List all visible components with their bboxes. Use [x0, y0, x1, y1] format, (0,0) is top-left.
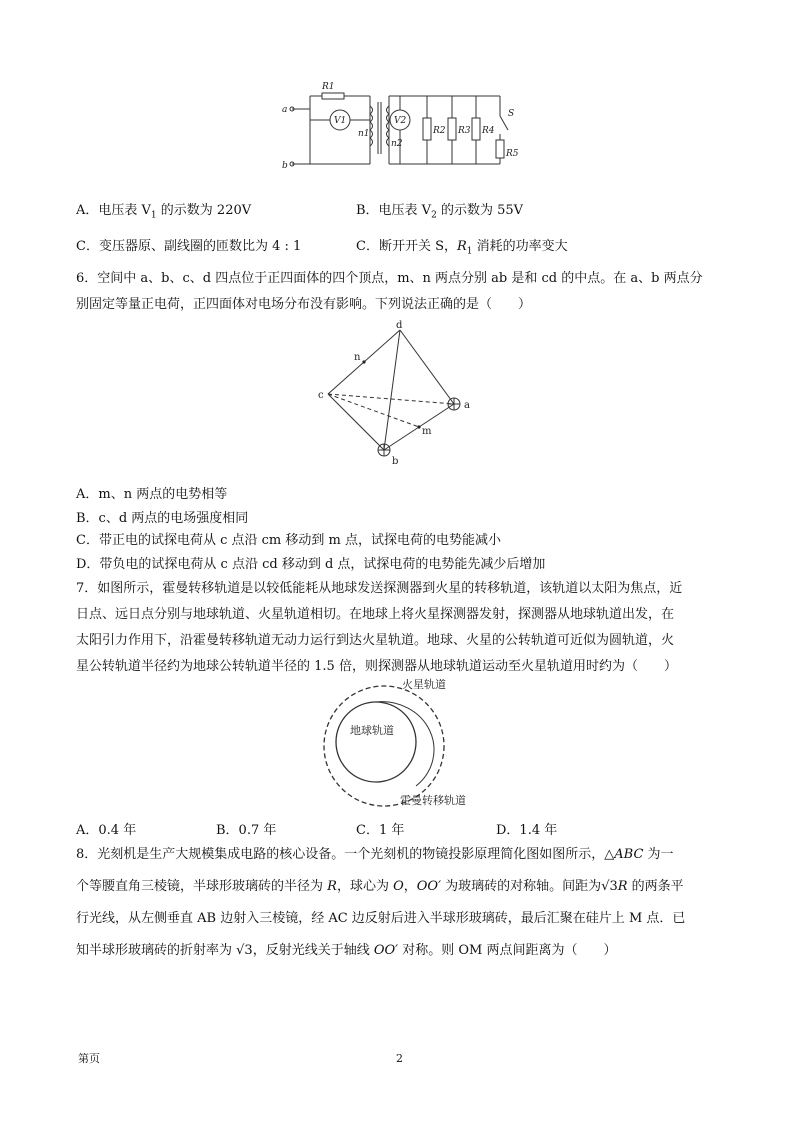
q6-option-d: D．带负电的试探电荷从 c 点沿 cd 移动到 d 点，试探电荷的电势能先减少后增加 — [76, 557, 546, 572]
q7-option-c: C．1 年 — [356, 823, 405, 838]
vertex-a-label: a — [464, 400, 470, 411]
q8-line-2-a: 个等腰直角三棱镜，半球形玻璃砖的半径为 — [76, 879, 328, 894]
q5-option-c1 — [76, 238, 301, 256]
earth-orbit-label: 地球轨道 — [350, 724, 394, 737]
q8-radius-r2: R — [617, 879, 628, 894]
q7-line-2: 日点、远日点分别与地球轨道、火星轨道相切。在地球上将火星探测器发射，探测器从地球轨道出发，在 — [76, 607, 675, 622]
q5-option-c2-var: R — [457, 239, 467, 254]
q8-line-2-b: ，球心为 — [336, 879, 394, 894]
switch-s-label: S — [508, 109, 515, 119]
q8-line-4-b: ，反射光线关于轴线 — [252, 943, 374, 958]
q8-line-2-e: 的两条平 — [627, 879, 684, 894]
q7-line-3: 太阳引力作用下，沿霍曼转移轨道无动力运行到达火星轨道。地球、火星的公转轨道可近似为圆轨道，火 — [76, 633, 675, 648]
vertex-c-label: c — [318, 390, 324, 401]
q8-triangle-abc: △ABC — [604, 847, 644, 862]
orbit-figure — [306, 674, 496, 814]
q8-line-1-text: 8．光刻机是生产大规模集成电路的核心设备。一个光刻机的物镜投影原理简化图如图所示， — [76, 847, 605, 862]
r2-label: R2 — [433, 126, 446, 136]
q8-line-1 — [76, 846, 674, 864]
q7-option-a: A．0.4 年 — [76, 823, 137, 838]
q6-option-c: C．带正电的试探电荷从 c 点沿 cm 移动到 m 点，试探电荷的电势能减小 — [76, 533, 501, 548]
point-m-label: m — [422, 426, 432, 437]
q5-option-a-rest: 的示数为 220V — [156, 203, 252, 218]
page-number: 2 — [396, 1052, 403, 1065]
q5-option-c2-rest: 消耗的功率变大 — [472, 239, 568, 254]
q6-option-a: A．m、n 两点的电势相等 — [76, 487, 228, 502]
vertex-d-label: d — [396, 320, 403, 331]
r4-label: R4 — [482, 126, 495, 136]
r5-label: R5 — [506, 149, 519, 159]
footer-left: 第页 — [78, 1052, 100, 1065]
n1-label: n1 — [358, 129, 370, 139]
q7-line-1: 7．如图所示，霍曼转移轨道是以较低能耗从地球发送探测器到火星的转移轨道，该轨道以太阳为焦点，近 — [76, 581, 683, 596]
q6-line-1: 6．空间中 a、b、c、d 四点位于正四面体的四个顶点，m、n 两点分别 ab 是和 cd 的中点。在 a、b 两点分 — [76, 271, 703, 286]
q6-line-2: 别固定等量正电荷，正四面体对电场分布没有影响。下列说法正确的是（ ） — [76, 297, 532, 312]
point-n-label: n — [354, 352, 361, 363]
v2-label: V2 — [394, 116, 407, 126]
terminal-a-label: a — [282, 105, 288, 115]
q5-option-c1-text: C．变压器原、副线圈的匝数比为 4 : 1 — [76, 239, 302, 254]
q8-line-2-d: 为玻璃砖的对称轴。间距为 — [441, 879, 602, 894]
q8-sqrt3: √3 — [601, 879, 618, 894]
q8-axis-oo: OO′ — [416, 879, 442, 894]
q5-option-a — [76, 202, 251, 225]
q8-axis-oo-2: OO′ — [373, 943, 399, 958]
q5-option-c2-sub: 1 — [466, 246, 473, 257]
q8-line-2 — [76, 878, 684, 896]
mars-orbit-label: 火星轨道 — [402, 678, 446, 691]
tetrahedron-figure — [312, 318, 492, 468]
q5-option-b-rest: 的示数为 55V — [436, 203, 524, 218]
v1-label: V1 — [334, 116, 347, 126]
q5-option-b-sub: 2 — [431, 210, 437, 221]
q8-line-4 — [76, 942, 617, 960]
vertex-b-label: b — [392, 456, 399, 467]
q8-radius-r: R — [327, 879, 337, 894]
q5-option-c2-prefix: C．断开开关 S， — [356, 239, 457, 254]
q5-option-c2 — [356, 238, 568, 261]
q8-sqrt3-index: √3 — [236, 943, 253, 958]
q5-option-a-prefix: A．电压表 V — [76, 203, 151, 218]
q5-option-a-sub: 1 — [150, 210, 157, 221]
q8-line-4-c: 对称。则 OM 两点间距离为（ ） — [398, 943, 617, 958]
q6-option-b: B．c、d 两点的电场强度相同 — [76, 511, 249, 526]
transformer-circuit-figure — [280, 76, 530, 176]
r1-label: R1 — [322, 82, 335, 92]
r3-label: R3 — [458, 126, 471, 136]
q7-option-b: B．0.7 年 — [216, 823, 277, 838]
q8-line-3: 行光线，从左侧垂直 AB 边射入三棱镜，经 AC 边反射后进入半球形玻璃砖，最后汇聚在硅片上 M 点．已 — [76, 911, 686, 926]
q8-line-1-end: 为一 — [643, 847, 674, 862]
terminal-b-label: b — [282, 161, 288, 171]
q7-option-d: D．1.4 年 — [496, 823, 558, 838]
q5-option-b — [356, 202, 523, 225]
q7-line-4: 星公转轨道半径约为地球公转轨道半径的 1.5 倍，则探测器从地球轨道运动至火星轨道用时约为（ ） — [76, 659, 677, 674]
n2-label: n2 — [391, 139, 403, 149]
hohmann-orbit-label: 霍曼转移轨道 — [400, 794, 466, 807]
q8-line-4-a: 知半球形玻璃砖的折射率为 — [76, 943, 237, 958]
q5-option-b-prefix: B．电压表 V — [356, 203, 432, 218]
q8-line-2-c: ， — [403, 879, 417, 894]
q8-center-o: O — [393, 879, 404, 894]
